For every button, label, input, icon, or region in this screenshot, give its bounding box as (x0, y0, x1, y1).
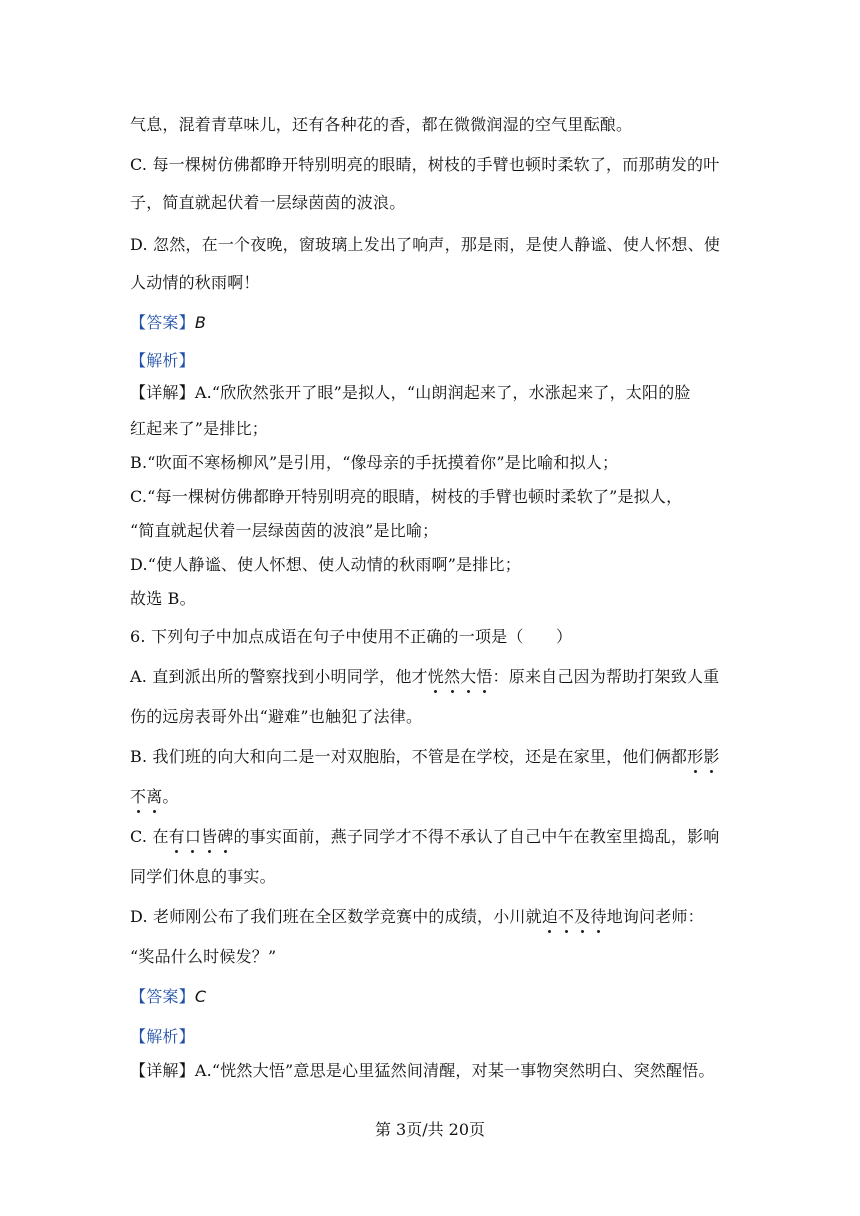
emphasis-dot-char: 及 (574, 907, 591, 926)
option-text: D. 老师刚公布了我们班在全区数学竞赛中的成绩，小川就 (130, 907, 542, 926)
text-line: 红起来了”是排比； (130, 419, 268, 438)
dotted-idiom (169, 827, 234, 846)
emphasis-dot-char: 口 (184, 827, 202, 846)
option-b (130, 744, 720, 767)
question-title: 6. 下列句子中加点成语在句子中使用不正确的一项是（ ） (130, 627, 573, 646)
text-line: “简直就起伏着一层绿茵茵的波浪”是比喻； (130, 521, 439, 540)
analysis-tag: 【解析】 (130, 1027, 195, 1046)
emphasis-dot-char: 影 (703, 747, 720, 766)
answer-tag: 【答案】 (130, 313, 195, 332)
answer-value: B (194, 313, 206, 332)
text-line: 人动情的秋雨啊！ (130, 273, 260, 292)
analysis-line (130, 348, 195, 371)
text-line: B.“吹面不寒杨柳风”是引用，“像母亲的手抚摸着你”是比喻和拟人； (130, 453, 619, 472)
text-line: “奖品什么时候发？” (130, 947, 277, 966)
emphasis-dot-char: 悟 (476, 667, 493, 686)
option-text: B. 我们班的向大和向二是一对双胞胎，不管是在学校，还是在家里，他们俩都 (130, 747, 688, 766)
text-line: 伤的远房表哥外出“避难”也触犯了法律。 (130, 707, 423, 726)
answer-line (130, 984, 206, 1007)
text-line: C. 每一棵树仿佛都睁开特别明亮的眼睛，树枝的手臂也顿时柔软了，而那萌发的叶 (130, 155, 720, 174)
option-text: 。 (162, 787, 179, 806)
dotted-idiom (687, 747, 719, 766)
option-a (130, 664, 719, 687)
option-text: 的事实面前，燕子同学才不得不承认了自己中午在教室里捣乱，影响 (233, 827, 720, 846)
detail-tag: 【详解】 (130, 383, 195, 402)
detail-line (130, 380, 691, 403)
answer-line (130, 310, 206, 333)
dotted-idiom (428, 667, 493, 686)
text-line (130, 784, 179, 807)
text-line: D.“使人静谧、使人怀想、使人动情的秋雨啊”是排比； (130, 555, 521, 574)
answer-value: C (194, 987, 207, 1006)
analysis-line (130, 1024, 195, 1047)
option-text: ：原来自己因为帮助打架致人重 (492, 667, 720, 686)
emphasis-dot-char: 不 (130, 787, 147, 806)
detail-text: A.“恍然大悟”意思是心里猛然间清醒，对某一事物突然明白、突然醒悟。 (194, 1061, 715, 1080)
dotted-idiom (130, 787, 162, 806)
text-line: 同学们休息的事实。 (130, 867, 276, 886)
emphasis-dot-char: 碑 (217, 827, 234, 846)
emphasis-dot-char: 恍 (427, 667, 444, 686)
option-text: 地询问老师： (606, 907, 704, 926)
option-c (130, 824, 719, 847)
text-line: C.“每一棵树仿佛都睁开特别明亮的眼睛，树枝的手臂也顿时柔软了”是拟人， (130, 487, 683, 506)
option-text: A. 直到派出所的警察找到小明同学，他才 (130, 667, 428, 686)
detail-tag: 【详解】 (130, 1061, 195, 1080)
emphasis-dot-char: 不 (558, 907, 575, 926)
emphasis-dot-char: 皆 (201, 827, 218, 846)
emphasis-dot-char: 有 (168, 827, 185, 846)
detail-line (130, 1058, 715, 1081)
emphasis-dot-char: 待 (590, 907, 607, 926)
analysis-tag: 【解析】 (130, 351, 195, 370)
text-line: D. 忽然，在一个夜晚，窗玻璃上发出了响声，那是雨，是使人静谧、使人怀想、使 (130, 235, 721, 254)
option-d (130, 904, 704, 927)
emphasis-dot-char: 离 (146, 787, 163, 806)
text-line: 气息，混着青草味儿，还有各种花的香，都在微微润湿的空气里酝酿。 (130, 115, 633, 134)
text-line: 故选 B。 (130, 589, 196, 608)
page-number-footer: 第 3页/共 20页 (374, 1120, 486, 1139)
emphasis-dot-char: 大 (460, 667, 477, 686)
detail-text: A.“欣欣然张开了眼”是拟人，“山朗润起来了，水涨起来了，太阳的脸 (194, 383, 691, 402)
dotted-idiom (542, 907, 607, 926)
option-text: C. 在 (130, 827, 169, 846)
emphasis-dot-char: 然 (443, 667, 461, 686)
emphasis-dot-char: 迫 (541, 907, 559, 926)
text-line: 子，简直就起伏着一层绿茵茵的波浪。 (130, 193, 406, 212)
answer-tag: 【答案】 (130, 987, 195, 1006)
emphasis-dot-char: 形 (687, 747, 704, 766)
